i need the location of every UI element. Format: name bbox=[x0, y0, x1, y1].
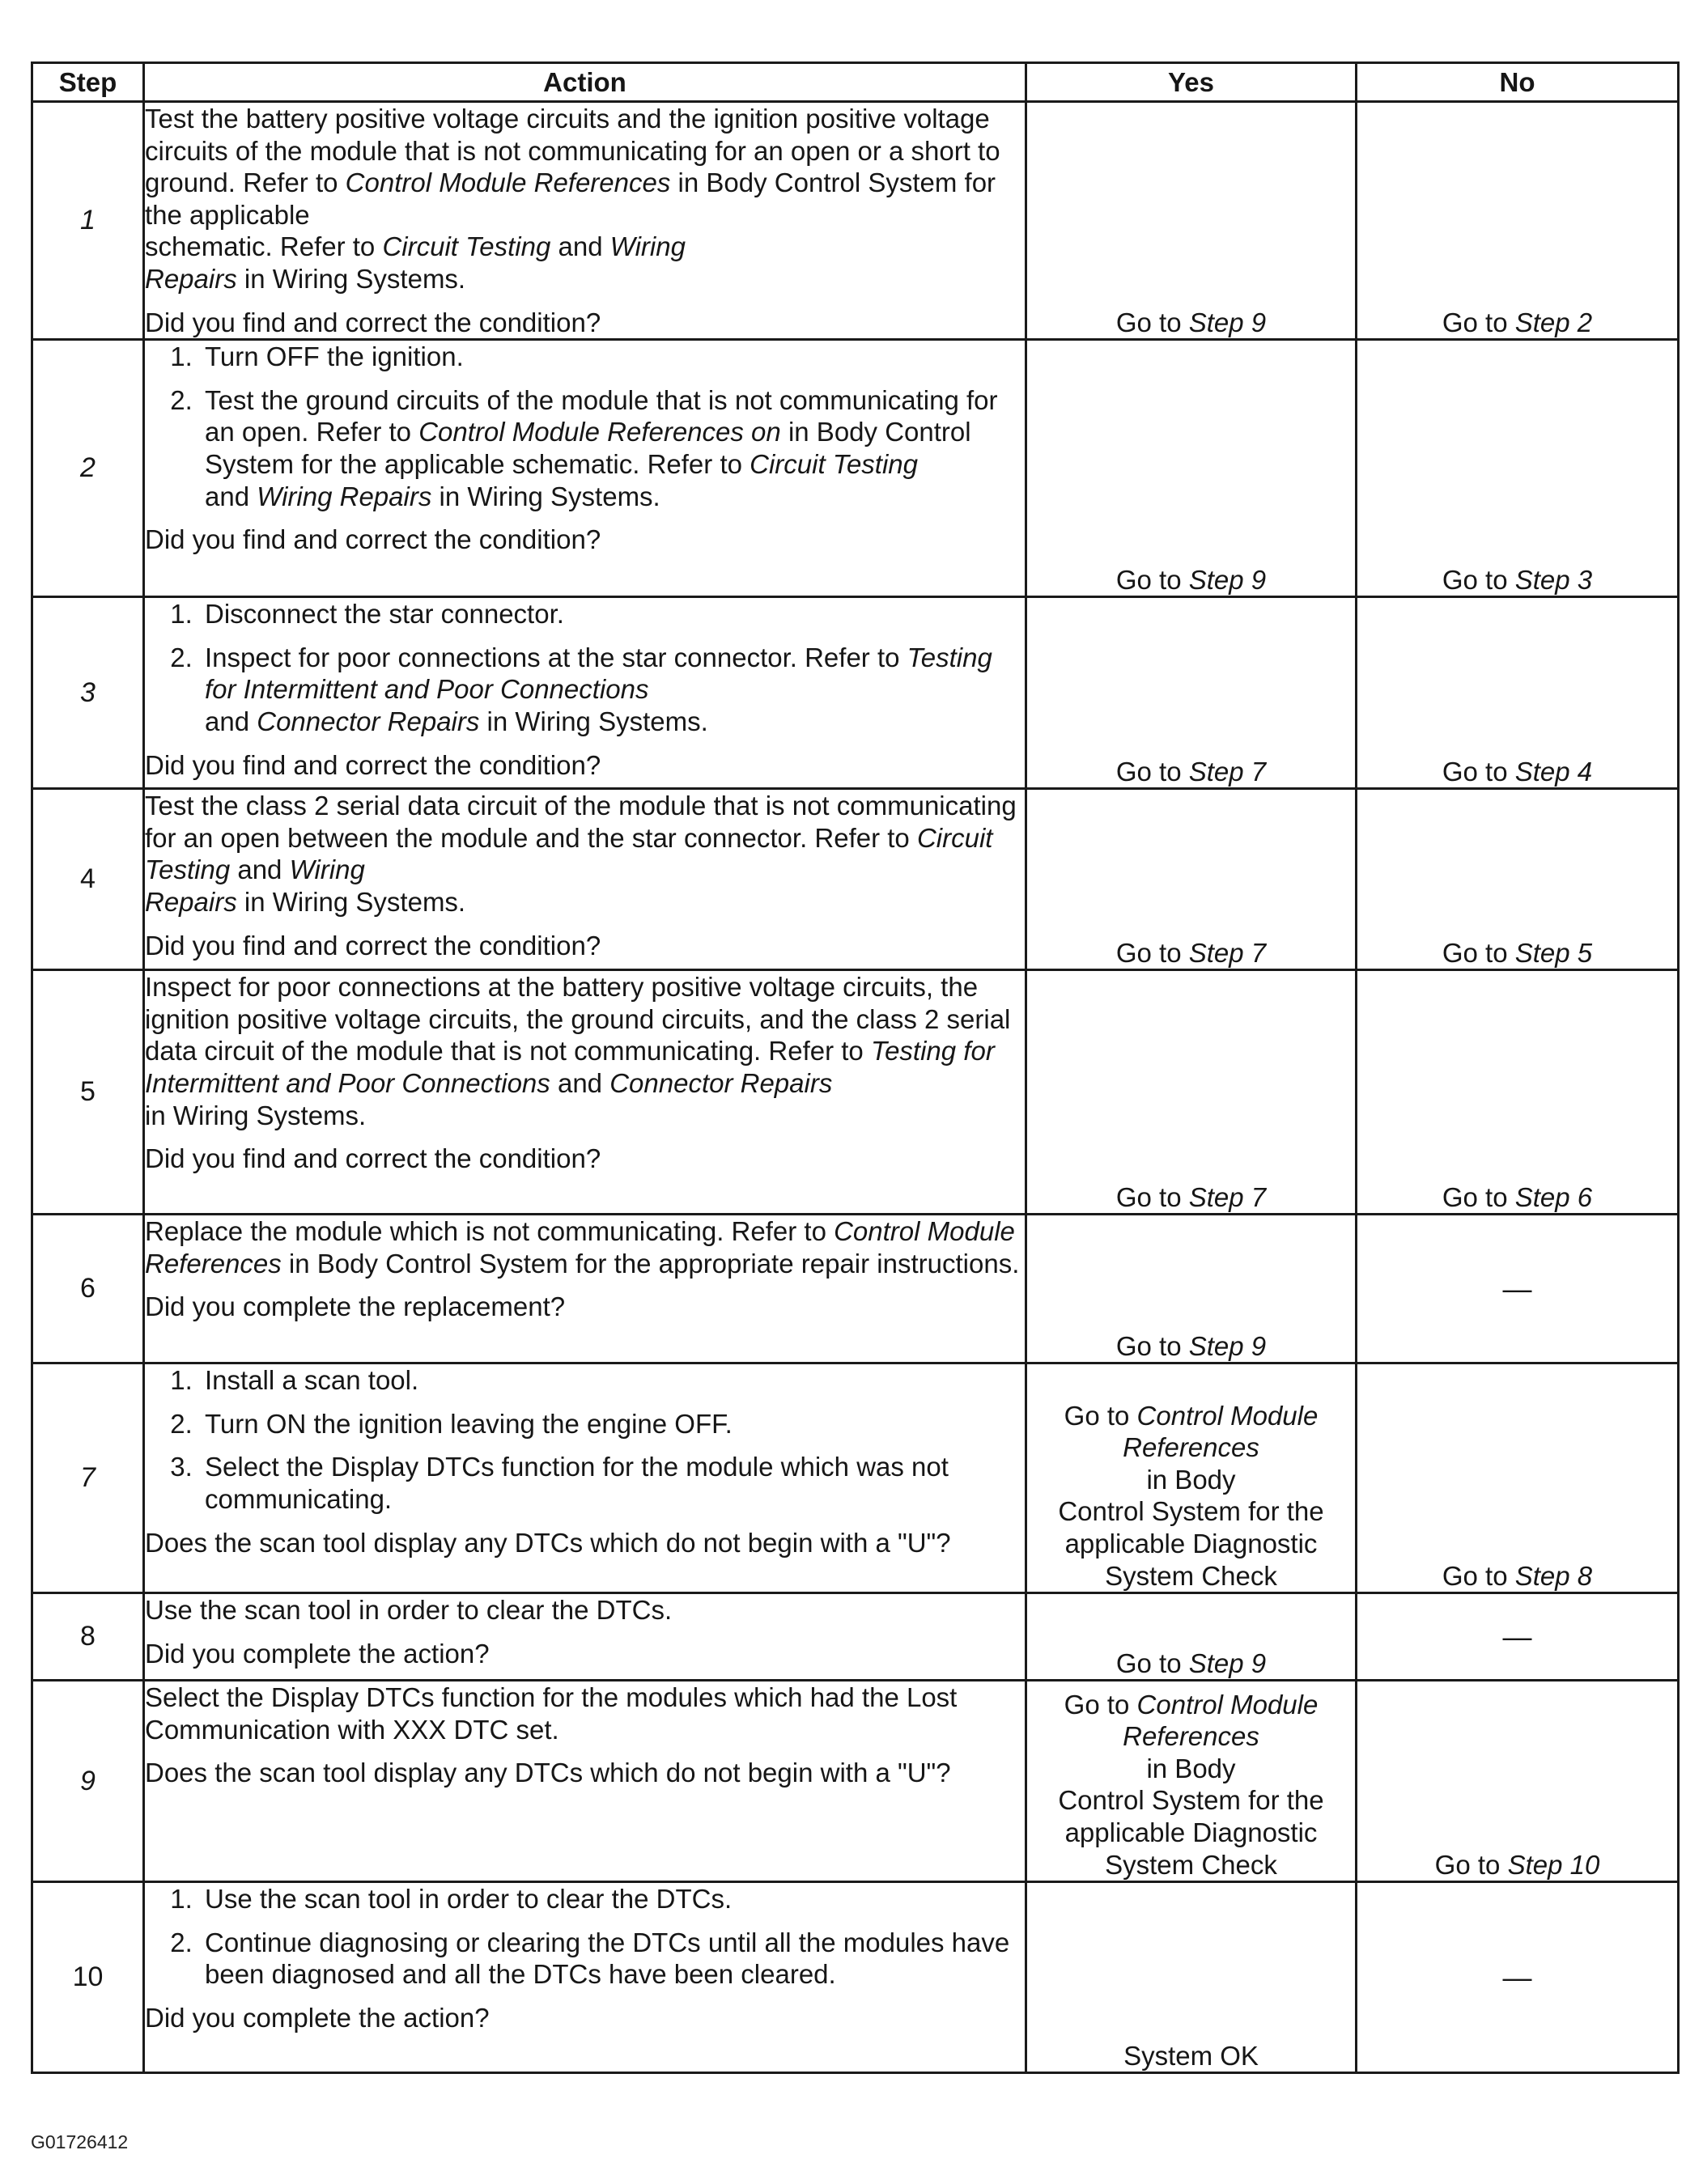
reference-text: Step 9 bbox=[1188, 307, 1267, 337]
reference-text: Circuit Testing bbox=[145, 822, 993, 885]
action-cell bbox=[144, 1681, 1026, 1882]
reference-text: Wiring Repairs bbox=[257, 481, 432, 511]
text-run: Go to bbox=[1115, 1330, 1189, 1361]
reference-text: Step 5 bbox=[1514, 937, 1593, 968]
reference-text: Control Module bbox=[1136, 1400, 1319, 1431]
step-number: 1 bbox=[32, 102, 144, 340]
action-cell bbox=[144, 1363, 1026, 1593]
text-run: Go to bbox=[1442, 307, 1515, 337]
step-number: 8 bbox=[32, 1593, 144, 1681]
reference-text: Step 8 bbox=[1514, 1560, 1593, 1591]
yes-result bbox=[1026, 1215, 1357, 1363]
text-run: Go to bbox=[1115, 756, 1189, 787]
no-result bbox=[1357, 102, 1679, 340]
text-run: in Wiring Systems. bbox=[236, 886, 466, 917]
text-run: Use the scan tool in order to clear the DTCs. bbox=[205, 1884, 733, 1915]
text-run: Inspect for poor connections at the star connector. Refer to bbox=[205, 642, 907, 672]
action-list-item bbox=[200, 341, 1025, 373]
yes-result bbox=[1026, 789, 1357, 970]
step-row bbox=[32, 1215, 1679, 1363]
step-number: 10 bbox=[32, 1882, 144, 2073]
action-list-item bbox=[200, 1927, 1025, 1991]
no-result bbox=[1357, 1363, 1679, 1593]
reference-text: Testing for Intermittent and Poor Connections bbox=[145, 1036, 995, 1098]
text-run: Go to bbox=[1115, 564, 1189, 595]
reference-text: Step 4 bbox=[1514, 756, 1593, 787]
reference-text: Wiring bbox=[609, 231, 686, 262]
reference-text: Step 6 bbox=[1514, 1181, 1593, 1212]
text-run: Go to bbox=[1115, 937, 1189, 968]
action-list bbox=[145, 341, 1025, 512]
reference-text: Step 9 bbox=[1188, 564, 1267, 595]
step-number: 9 bbox=[32, 1681, 144, 1882]
text-run: Inspect for poor connections at the battery positive voltage circuits, the ignition positive voltage circuits, the ground circuits, and the class 2 serial data circuit of the module that is not communicating. Refer to bbox=[145, 972, 1011, 1067]
text-run: Replace the module which is not communicating. Refer to bbox=[145, 1216, 835, 1247]
text-run: Disconnect the star connector. bbox=[205, 599, 564, 630]
reference-text: Step 7 bbox=[1188, 756, 1267, 787]
step-row bbox=[32, 970, 1679, 1215]
header-yes: Yes bbox=[1026, 63, 1357, 102]
text-run: Go to bbox=[1064, 1400, 1137, 1431]
reference-text: Control Module References bbox=[345, 168, 671, 198]
text-run: Control System for the bbox=[1058, 1785, 1324, 1816]
action-cell bbox=[144, 102, 1026, 340]
reference-text: Repairs bbox=[145, 886, 237, 917]
action-list-item bbox=[200, 384, 1025, 512]
action-cell bbox=[144, 1215, 1026, 1363]
text-run: and bbox=[230, 855, 290, 885]
text-run: Test the battery positive voltage circuits and the ignition positive voltage circuits of the module that is not communicating for an open or a short to ground. Refer to bbox=[145, 104, 1000, 198]
step-number: 7 bbox=[32, 1363, 144, 1593]
action-list-item bbox=[200, 1364, 1025, 1397]
text-run: Install a scan tool. bbox=[205, 1365, 419, 1396]
action-cell bbox=[144, 1593, 1026, 1681]
step-row bbox=[32, 102, 1679, 340]
action-cell bbox=[144, 597, 1026, 789]
action-question: Does the scan tool display any DTCs which do not begin with a "U"? bbox=[145, 1527, 951, 1558]
yes-result bbox=[1026, 1363, 1357, 1593]
figure-id: G01726412 bbox=[31, 2131, 129, 2152]
no-result bbox=[1357, 1593, 1679, 1681]
text-run: schematic. Refer to bbox=[145, 231, 383, 262]
reference-text: Testing for Intermittent and Poor Connections bbox=[205, 642, 992, 705]
action-question: Did you find and correct the condition? bbox=[145, 1143, 601, 1174]
reference-text: Step 9 bbox=[1188, 1330, 1267, 1361]
action-cell bbox=[144, 789, 1026, 970]
steps-body bbox=[32, 102, 1679, 2073]
action-question: Did you complete the action? bbox=[145, 2002, 490, 2033]
text-run: in Body bbox=[1146, 1753, 1236, 1783]
yes-result bbox=[1026, 1882, 1357, 2073]
reference-text: Control Module bbox=[1136, 1689, 1319, 1720]
step-number: 6 bbox=[32, 1215, 144, 1363]
reference-text: Step 9 bbox=[1188, 1648, 1267, 1678]
step-number: 4 bbox=[32, 789, 144, 970]
no-result bbox=[1357, 789, 1679, 970]
text-run: System Check bbox=[1105, 1849, 1277, 1880]
text-run: Go to bbox=[1064, 1689, 1137, 1720]
step-row bbox=[32, 1593, 1679, 1681]
reference-text: Control Module References bbox=[145, 1216, 1015, 1279]
reference-text: Connector Repairs bbox=[609, 1067, 833, 1098]
text-run: in Body Control System for the appropriate repair instructions. bbox=[281, 1248, 1020, 1279]
text-run: Go to bbox=[1115, 307, 1189, 337]
text-run: applicable Diagnostic bbox=[1064, 1528, 1318, 1558]
text-run: in Wiring Systems. bbox=[236, 263, 466, 294]
action-question: Did you find and correct the condition? bbox=[145, 524, 601, 555]
reference-text: Circuit Testing bbox=[382, 231, 551, 262]
no-result bbox=[1357, 340, 1679, 597]
action-question: Does the scan tool display any DTCs which do not begin with a "U"? bbox=[145, 1758, 951, 1788]
step-row bbox=[32, 340, 1679, 597]
header-step: Step bbox=[32, 63, 144, 102]
action-list bbox=[145, 1364, 1025, 1515]
text-run: in Wiring Systems. bbox=[431, 481, 660, 511]
text-run: Go to bbox=[1442, 756, 1515, 787]
text-run: in Wiring Systems. bbox=[479, 706, 708, 736]
reference-text: Repairs bbox=[145, 263, 237, 294]
reference-text: References bbox=[1123, 1432, 1259, 1463]
no-result bbox=[1357, 1882, 1679, 2073]
text-run: Select the Display DTCs function for the modules which had the Lost Communication with XXX DTC set. bbox=[145, 1682, 958, 1745]
step-row bbox=[32, 789, 1679, 970]
action-list-item bbox=[200, 1883, 1025, 1915]
header-action: Action bbox=[144, 63, 1026, 102]
reference-text: Step 7 bbox=[1188, 937, 1267, 968]
reference-text: Step 10 bbox=[1507, 1849, 1600, 1880]
text-run: Control System for the bbox=[1058, 1496, 1324, 1527]
action-cell bbox=[144, 970, 1026, 1215]
action-text bbox=[145, 971, 1025, 1131]
step-row bbox=[32, 1681, 1679, 1882]
action-list-item bbox=[200, 1408, 1025, 1440]
yes-result bbox=[1026, 102, 1357, 340]
reference-text: Wiring bbox=[289, 855, 365, 885]
text-run: Go to bbox=[1115, 1181, 1189, 1212]
action-list bbox=[145, 1883, 1025, 1991]
text-run: and bbox=[550, 231, 610, 262]
text-run: and bbox=[205, 481, 257, 511]
no-result bbox=[1357, 1681, 1679, 1882]
text-run: in Body bbox=[1146, 1464, 1236, 1495]
yes-result bbox=[1026, 1593, 1357, 1681]
header-no: No bbox=[1357, 63, 1679, 102]
text-run: Turn OFF the ignition. bbox=[205, 341, 464, 372]
text-run: Turn ON the ignition leaving the engine OFF. bbox=[205, 1408, 733, 1439]
no-result bbox=[1357, 970, 1679, 1215]
text-run: Test the ground circuits of the module that is not communicating for an open. Refer to bbox=[205, 384, 998, 447]
text-run: Go to bbox=[1442, 1181, 1515, 1212]
yes-result bbox=[1026, 970, 1357, 1215]
text-run: in Wiring Systems. bbox=[145, 1100, 367, 1130]
text-run: in Body Control System for the applicable bbox=[145, 168, 996, 230]
action-list-item bbox=[200, 642, 1025, 738]
reference-text: References bbox=[1123, 1721, 1259, 1752]
yes-result bbox=[1026, 1681, 1357, 1882]
text-run: Go to bbox=[1442, 564, 1515, 595]
reference-text: Connector Repairs bbox=[257, 706, 480, 736]
text-run: Go to bbox=[1442, 1560, 1515, 1591]
reference-text: Control Module References on bbox=[418, 417, 781, 447]
text-run: Test the class 2 serial data circuit of the module that is not communicating for an open between the module and the star connector. Refer to bbox=[145, 791, 1017, 853]
action-text bbox=[145, 1215, 1025, 1279]
text-run: and bbox=[205, 706, 257, 736]
action-text bbox=[145, 1681, 1025, 1745]
action-question: Did you find and correct the condition? bbox=[145, 307, 601, 337]
reference-text: Step 3 bbox=[1514, 564, 1593, 595]
text-run: Go to bbox=[1442, 937, 1515, 968]
text-run: applicable Diagnostic bbox=[1064, 1817, 1318, 1847]
action-text bbox=[145, 790, 1025, 918]
step-number: 2 bbox=[32, 340, 144, 597]
action-question: Did you complete the replacement? bbox=[145, 1291, 566, 1322]
step-row bbox=[32, 1882, 1679, 2073]
no-result bbox=[1357, 1215, 1679, 1363]
reference-text: Circuit Testing bbox=[750, 448, 919, 479]
reference-text: Step 7 bbox=[1188, 1181, 1267, 1212]
text-run: and bbox=[550, 1067, 610, 1098]
yes-result bbox=[1026, 340, 1357, 597]
action-text bbox=[145, 103, 1025, 295]
text-run: — bbox=[1502, 1961, 1532, 1995]
action-question: Did you find and correct the condition? bbox=[145, 930, 601, 961]
text-run: System OK bbox=[1123, 2040, 1259, 2071]
reference-text: Step 2 bbox=[1514, 307, 1593, 337]
header-row bbox=[32, 63, 1679, 102]
diagnostic-steps-table bbox=[31, 61, 1680, 2074]
text-run: Continue diagnosing or clearing the DTCs until all the modules have been diagnosed and all the DTCs have been cleared. bbox=[205, 1927, 1010, 1990]
action-cell bbox=[144, 1882, 1026, 2073]
action-question: Did you complete the action? bbox=[145, 1638, 490, 1669]
text-run: System Check bbox=[1105, 1560, 1277, 1591]
text-run: Use the scan tool in order to clear the DTCs. bbox=[145, 1595, 673, 1626]
action-list-item bbox=[200, 598, 1025, 630]
text-run: — bbox=[1502, 1272, 1532, 1306]
action-cell bbox=[144, 340, 1026, 597]
step-row bbox=[32, 1363, 1679, 1593]
text-run: in Body Control System for the applicable schematic. Refer to bbox=[205, 417, 971, 479]
step-number: 5 bbox=[32, 970, 144, 1215]
text-run: Select the Display DTCs function for the module which was not communicating. bbox=[205, 1452, 949, 1514]
action-list-item bbox=[200, 1451, 1025, 1515]
yes-result bbox=[1026, 597, 1357, 789]
text-run: — bbox=[1502, 1620, 1532, 1654]
action-question: Did you find and correct the condition? bbox=[145, 749, 601, 780]
action-list bbox=[145, 598, 1025, 737]
step-number: 3 bbox=[32, 597, 144, 789]
no-result bbox=[1357, 597, 1679, 789]
text-run: Go to bbox=[1434, 1849, 1508, 1880]
text-run: Go to bbox=[1115, 1648, 1189, 1678]
step-row bbox=[32, 597, 1679, 789]
action-text bbox=[145, 1594, 1025, 1626]
